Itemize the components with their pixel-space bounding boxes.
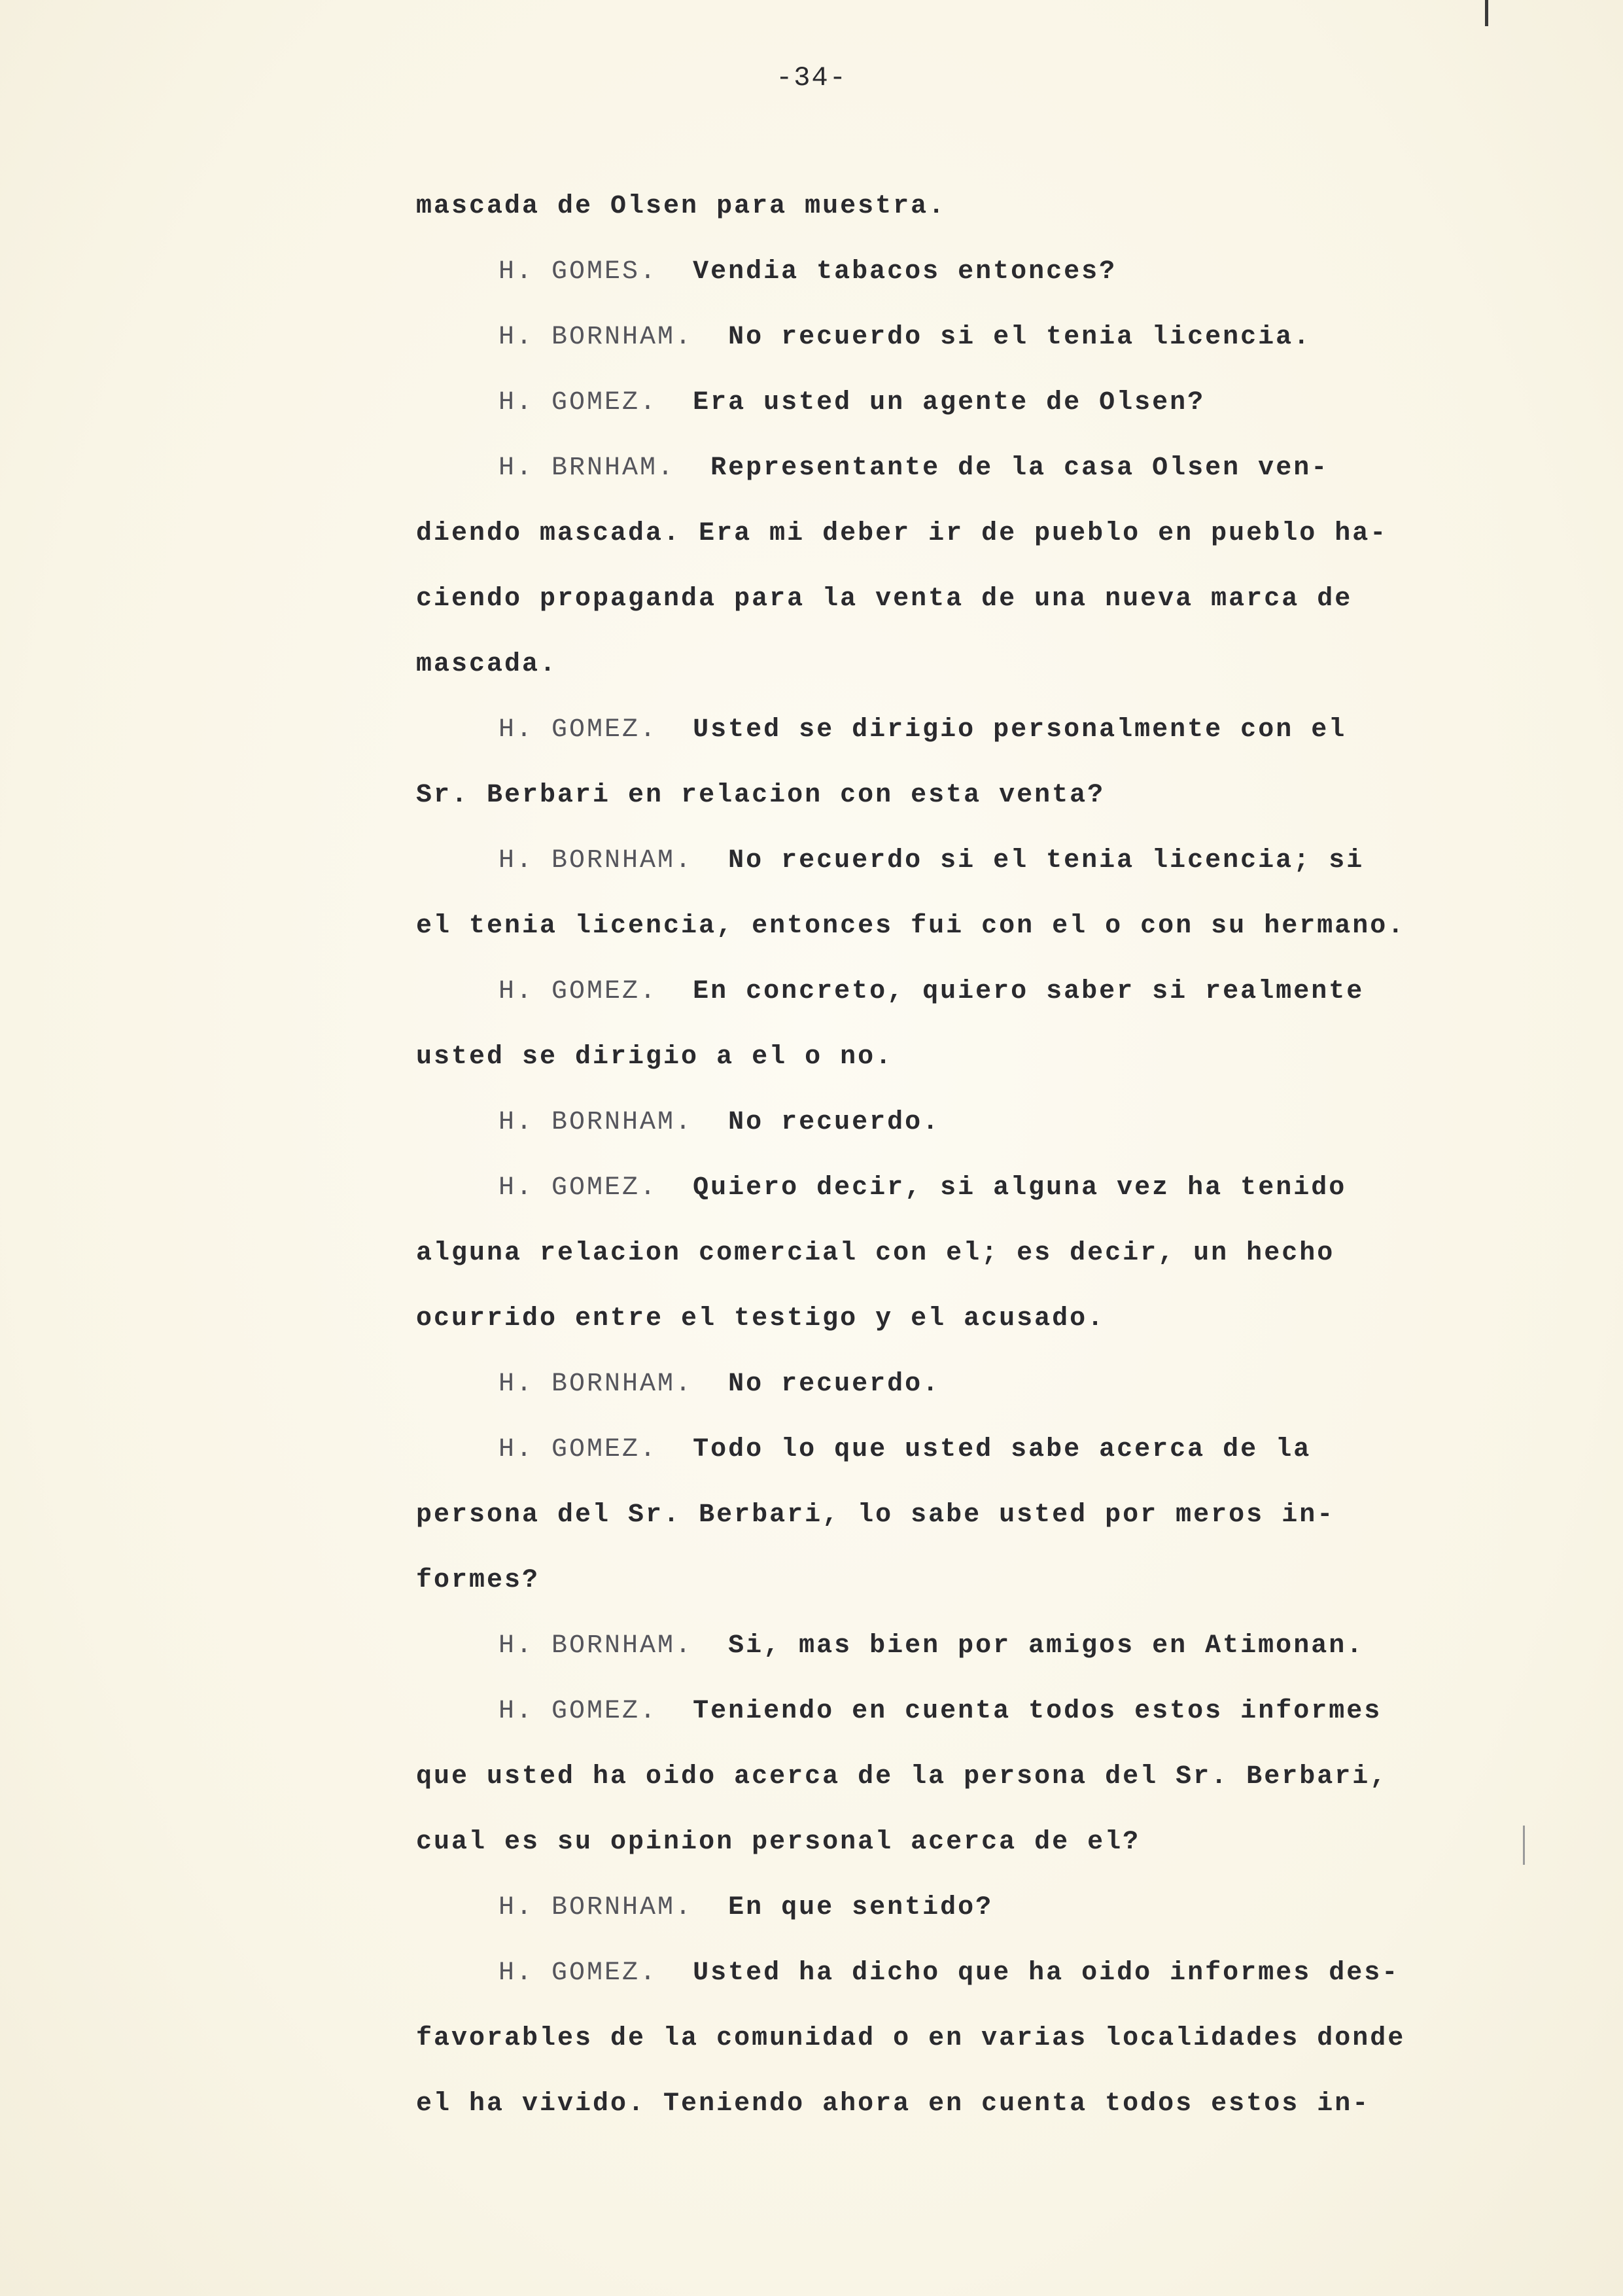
- line-text: Teniendo en cuenta todos estos informes: [693, 1697, 1382, 1726]
- text-line: [416, 510, 1391, 576]
- speaker-label: H. GOMEZ.: [498, 977, 658, 1006]
- line-text: Si, mas bien por amigos en Atimonan.: [728, 1631, 1365, 1661]
- line-text: mascada de Olsen para muestra.: [416, 192, 947, 221]
- line-text: ocurrido entre el testigo y el acusado.: [416, 1304, 1106, 1333]
- line-text: cual es su opinion personal acerca de el?: [416, 1828, 1141, 1857]
- speaker-label: H. BORNHAM.: [498, 846, 693, 875]
- text-line: [416, 1296, 1391, 1361]
- line-text: alguna relacion comercial con el; es decir, un hecho: [416, 1239, 1335, 1268]
- speaker-label: H. GOMEZ.: [498, 1173, 658, 1203]
- speaker-label: H. BORNHAM.: [498, 1369, 693, 1399]
- line-text: ciendo propaganda para la venta de una nueva marca de: [416, 584, 1353, 614]
- line-text: Usted se dirigio personalmente con el: [693, 715, 1347, 745]
- dialogue-line: [416, 1361, 1391, 1426]
- speaker-label: H. BORNHAM.: [498, 1631, 693, 1661]
- text-line: [416, 1557, 1391, 1623]
- line-text: que usted ha oido acerca de la persona del Sr. Berbari,: [416, 1762, 1388, 1792]
- corner-tick-mark: [1485, 0, 1488, 26]
- text-line: [416, 1819, 1391, 1884]
- line-text: formes?: [416, 1566, 540, 1595]
- line-text: En concreto, quiero saber si realmente: [693, 977, 1365, 1006]
- speaker-label: H. BORNHAM.: [498, 323, 693, 352]
- dialogue-line: [416, 380, 1391, 445]
- dialogue-line: [416, 1426, 1391, 1492]
- dialogue-line: [416, 445, 1391, 510]
- text-line: [416, 641, 1391, 707]
- text-line: [416, 576, 1391, 641]
- line-text: mascada.: [416, 650, 558, 679]
- speaker-label: H. BRNHAM.: [498, 453, 676, 483]
- text-line: [416, 2015, 1406, 2081]
- line-text: persona del Sr. Berbari, lo sabe usted por meros in-: [416, 1500, 1335, 1530]
- line-text: No recuerdo si el tenia licencia; si: [728, 846, 1365, 875]
- speaker-label: H. BORNHAM.: [498, 1893, 693, 1922]
- text-line: [416, 772, 1391, 838]
- dialogue-line: [416, 1099, 1391, 1165]
- line-text: Era usted un agente de Olsen?: [693, 388, 1206, 417]
- line-text: No recuerdo.: [728, 1108, 941, 1137]
- line-text: Usted ha dicho que ha oido informes des-: [693, 1958, 1400, 1988]
- line-text: Sr. Berbari en relacion con esta venta?: [416, 781, 1106, 810]
- line-text: En que sentido?: [728, 1893, 994, 1922]
- dialogue-line: [416, 1165, 1391, 1230]
- edge-tick-mark: [1523, 1826, 1525, 1865]
- line-text: usted se dirigio a el o no.: [416, 1042, 894, 1072]
- speaker-label: H. GOMEZ.: [498, 1958, 658, 1988]
- dialogue-line: [416, 1623, 1391, 1688]
- transcript-body: [416, 183, 1406, 2146]
- line-text: Todo lo que usted sabe acerca de la: [693, 1435, 1312, 1464]
- page-number: -34-: [776, 62, 847, 94]
- dialogue-line: [416, 838, 1391, 903]
- text-line: [416, 183, 1391, 249]
- line-text: el ha vivido. Teniendo ahora en cuenta todos estos in-: [416, 2089, 1370, 2119]
- line-text: favorables de la comunidad o en varias localidades donde: [416, 2024, 1406, 2053]
- text-line: [416, 1230, 1391, 1296]
- text-line: [416, 1492, 1391, 1557]
- speaker-label: H. GOMES.: [498, 257, 658, 287]
- text-line: [416, 1034, 1391, 1099]
- dialogue-line: [416, 968, 1391, 1034]
- line-text: el tenia licencia, entonces fui con el o con su hermano.: [416, 911, 1406, 941]
- dialogue-line: [416, 1884, 1391, 1950]
- line-text: Representante de la casa Olsen ven-: [710, 453, 1329, 483]
- dialogue-line: [416, 314, 1391, 380]
- speaker-label: H. GOMEZ.: [498, 388, 658, 417]
- line-text: No recuerdo.: [728, 1369, 941, 1399]
- speaker-label: H. GOMEZ.: [498, 1697, 658, 1726]
- line-text: diendo mascada. Era mi deber ir de pueblo en pueblo ha-: [416, 519, 1388, 548]
- speaker-label: H. BORNHAM.: [498, 1108, 693, 1137]
- dialogue-line: [416, 707, 1391, 772]
- line-text: Quiero decir, si alguna vez ha tenido: [693, 1173, 1347, 1203]
- text-line: [416, 903, 1406, 968]
- text-line: [416, 2081, 1391, 2146]
- dialogue-line: [416, 249, 1391, 314]
- speaker-label: H. GOMEZ.: [498, 715, 658, 745]
- dialogue-line: [416, 1688, 1391, 1754]
- text-line: [416, 1754, 1391, 1819]
- speaker-label: H. GOMEZ.: [498, 1435, 658, 1464]
- line-text: No recuerdo si el tenia licencia.: [728, 323, 1312, 352]
- line-text: Vendia tabacos entonces?: [693, 257, 1117, 287]
- dialogue-line: [416, 1950, 1400, 2015]
